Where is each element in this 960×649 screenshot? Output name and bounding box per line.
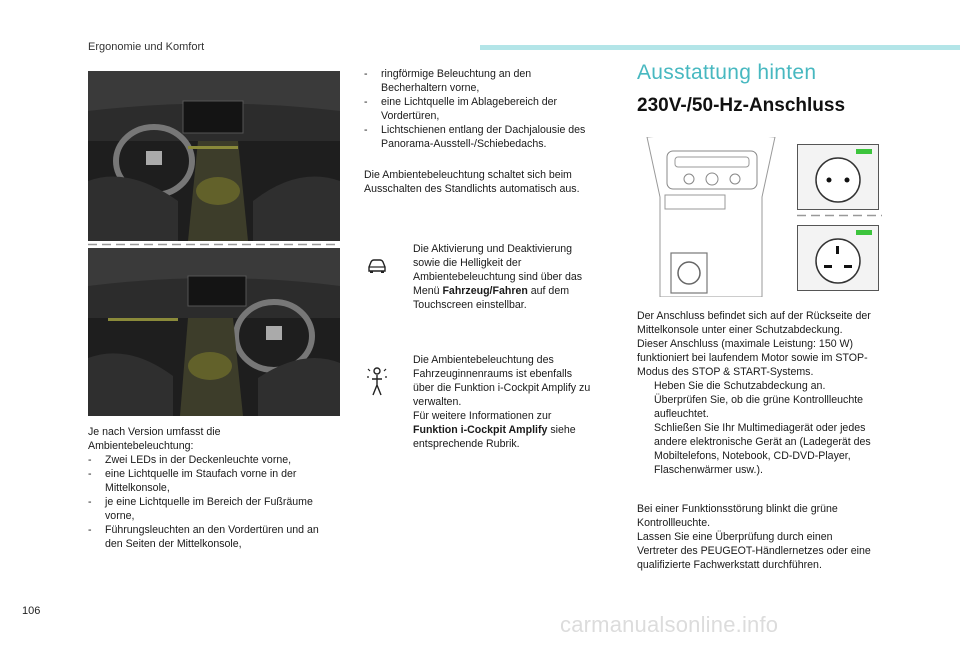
info-menu-setting: Die Aktivierung und Deaktivierung sowie die Helligkeit der Ambientebeleuchtung sind über das Menü Fahrzeug/Fahren auf dem Touchscreen einstellbar.: [413, 243, 583, 311]
socket-divider: [797, 214, 882, 217]
page-number: 106: [22, 605, 41, 617]
section-subheading: 230V-/50-Hz-Anschluss: [637, 95, 846, 116]
middle-paragraph: Die Ambientebeleuchtung schaltet sich beim Ausschalten des Standlichts automatisch aus.: [364, 169, 580, 195]
list-item: - ringförmige Beleuchtung an den Becherhaltern vorne,: [364, 68, 532, 94]
rear-console-illustration: [637, 137, 785, 297]
list-item: - Führungsleuchten an den Vordertüren und an den Seiten der Mittelkonsole,: [88, 524, 319, 550]
function-name: Funktion i-Cockpit Amplify: [413, 424, 548, 436]
list-item: - je eine Lichtquelle im Bereich der Fußräume vorne,: [88, 496, 313, 522]
info-i-cockpit: Die Ambientebeleuchtung des Fahrzeuginnenraums ist ebenfalls über die Funktion i-Cockpit Amplify zu verwalten. Für weitere Informationen zur Funktion i-Cockpit Amplify siehe entsprechende Rubrik.: [413, 354, 591, 450]
header-accent-bar: [480, 45, 960, 50]
list-item: - Lichtschienen entlang der Dachjalousie des Panorama-Ausstell-/Schiebedachs.: [364, 124, 586, 150]
step-item: Heben Sie die Schutzabdeckung an.: [654, 380, 826, 392]
socket-closed: [797, 144, 879, 210]
step-item: Überprüfen Sie, ob die grüne Kontrollleuchte aufleuchtet.: [654, 394, 864, 420]
person-wellbeing-icon: [366, 365, 388, 399]
cockpit-photo-bottom: [88, 248, 340, 416]
menu-path: Fahrzeug/Fahren: [442, 285, 528, 297]
left-column-text: [88, 425, 343, 551]
section-heading: Ausstattung hinten: [637, 61, 817, 84]
list-item: - Zwei LEDs in der Deckenleuchte vorne,: [88, 454, 292, 466]
list-item: - eine Lichtquelle im Staufach vorne in der Mittelkonsole,: [88, 468, 297, 494]
cockpit-photo-top: [88, 71, 340, 241]
list-item: - eine Lichtquelle im Ablagebereich der Vordertüren,: [364, 96, 558, 122]
left-intro-line: Je nach Version umfasst die: [88, 426, 221, 438]
malfunction-paragraph: Bei einer Funktionsstörung blinkt die grüne Kontrollleuchte. Lassen Sie eine Überprüfung durch einen Vertreter des PEUGEOT-Händlernetzes oder eine qualifizierte Fachwerkstatt durchführen.: [637, 503, 871, 571]
socket-description: Der Anschluss befindet sich auf der Rückseite der Mittelkonsole unter einer Schutzabdeckung. Dieser Anschluss (maximale Leistung: 150 W) funktioniert bei laufendem Motor sowie im STOP- Modus des STOP & START-Systems. Heben Sie die Schutzabdeckung an. Überprüfen Sie, ob die grüne Kontrollleuchte aufleuchtet. Schließen Sie Ihr Multimediagerät oder jedes andere elektronische Gerät an (Ladegerät des Mobiltelefons, Notebook, CD-DVD-Player, Flaschenwärmer usw.).: [637, 309, 897, 477]
car-icon: [366, 255, 388, 277]
middle-list: [364, 67, 614, 151]
photo-divider: [88, 243, 340, 246]
watermark: carmanualsonline.info: [560, 612, 779, 637]
step-item: Schließen Sie Ihr Multimediagerät oder jedes andere elektronische Gerät an (Ladegerät des Mobiltelefons, Notebook, CD-DVD-Player, Flaschenwärmer usw.).: [654, 422, 871, 476]
left-intro-line: Ambientebeleuchtung:: [88, 440, 194, 452]
section-label: Ergonomie und Komfort: [88, 41, 205, 53]
socket-open: [797, 225, 879, 291]
